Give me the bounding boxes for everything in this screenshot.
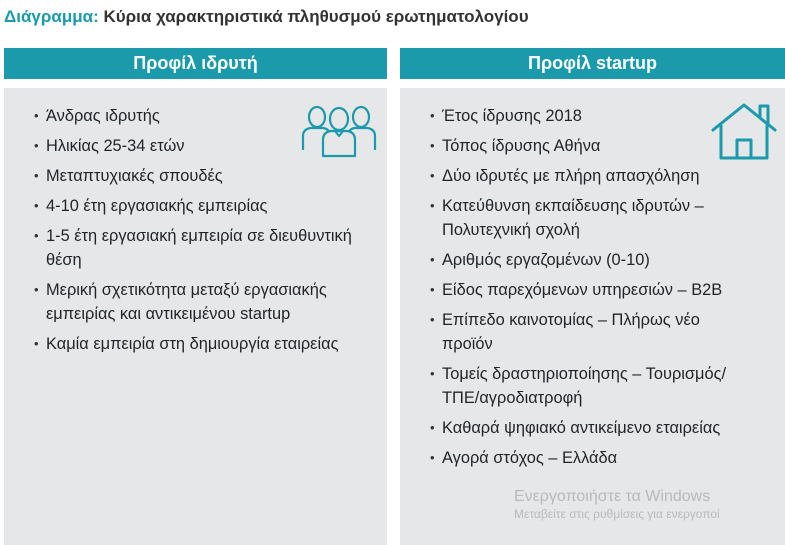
- house-icon: [710, 100, 780, 162]
- startup-profile-header: [400, 48, 785, 79]
- startup-item: • Επίπεδο καινοτομίας – Πλήρως νέο προϊόν: [430, 308, 750, 356]
- watermark-line-2: Μεταβείτε στις ρυθμίσεις για ενεργοποί: [514, 507, 720, 521]
- title-prefix: Διάγραμμα:: [4, 7, 99, 26]
- page-title: [4, 7, 529, 27]
- watermark-line-1: Ενεργοποιήστε τα Windows: [514, 488, 711, 505]
- startup-item: • Καθαρά ψηφιακό αντικείμενο εταιρείας: [430, 416, 750, 440]
- startup-item: • Τόπος ίδρυσης Αθήνα: [430, 134, 750, 158]
- founder-item: • 4-10 έτη εργασιακής εμπειρίας: [34, 194, 364, 218]
- startup-item: • Αριθμός εργαζομένων (0-10): [430, 248, 750, 272]
- people-group-icon: [299, 102, 379, 158]
- title-text: Κύρια χαρακτηριστικά πληθυσμού ερωτηματολογίου: [103, 7, 529, 26]
- startup-item: • Αγορά στόχος – Ελλάδα: [430, 446, 750, 470]
- founder-item: • Ηλικίας 25-34 ετών: [34, 134, 364, 158]
- startup-item: • Είδος παρεχόμενων υπηρεσιών – B2B: [430, 278, 750, 302]
- founder-item: • Μερική σχετικότητα μεταξύ εργασιακής εμπειρίας και αντικειμένου startup: [34, 278, 364, 326]
- founder-profile-header: [4, 48, 387, 79]
- startup-item: • Έτος ίδρυσης 2018: [430, 104, 750, 128]
- startup-item: • Τομείς δραστηριοποίησης – Τουρισμός/ΤΠΕ/αγροδιατροφή: [430, 362, 750, 410]
- startup-profile-panel: [400, 88, 785, 545]
- startup-profile-list: [430, 104, 750, 476]
- founder-item: • Άνδρας ιδρυτής: [34, 104, 364, 128]
- founder-profile-panel: [4, 88, 387, 545]
- founder-profile-header-label: Προφίλ ιδρυτή: [133, 53, 258, 73]
- founder-item: • Καμία εμπειρία στη δημιουργία εταιρείας: [34, 332, 364, 356]
- startup-item: • Δύο ιδρυτές με πλήρη απασχόληση: [430, 164, 750, 188]
- startup-item: • Κατεύθυνση εκπαίδευσης ιδρυτών – Πολυτεχνική σχολή: [430, 194, 750, 242]
- founder-item: • Μεταπτυχιακές σπουδές: [34, 164, 364, 188]
- founder-item: • 1-5 έτη εργασιακή εμπειρία σε διευθυντική θέση: [34, 224, 364, 272]
- startup-profile-header-label: Προφίλ startup: [527, 53, 658, 73]
